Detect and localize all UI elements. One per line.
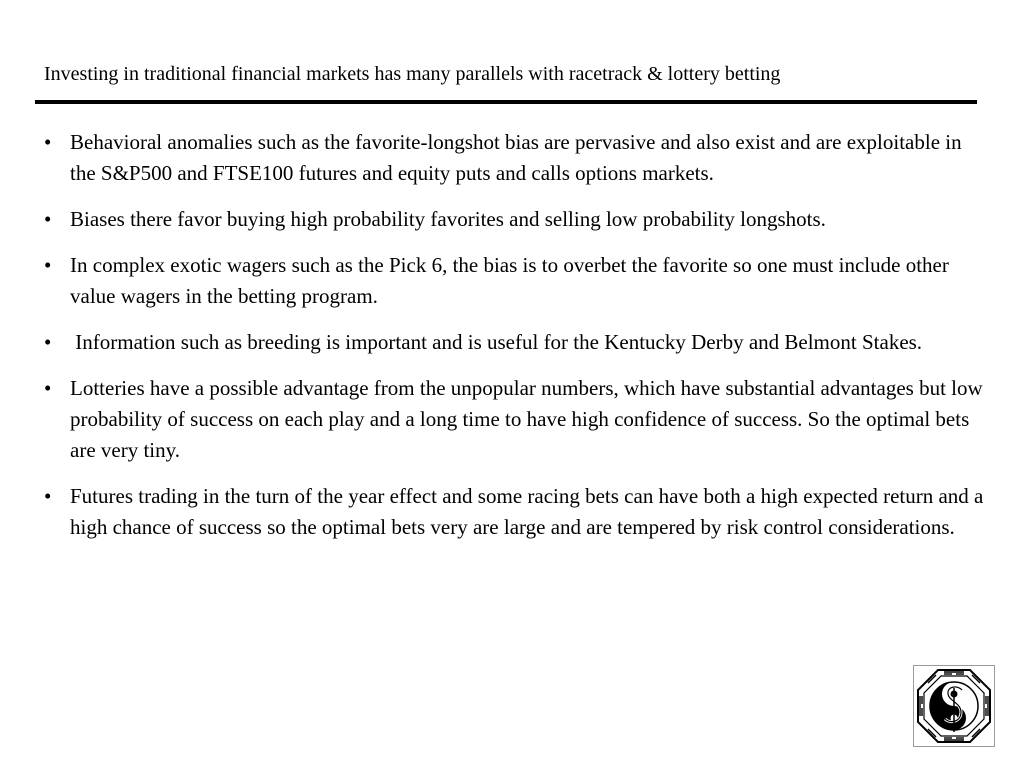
bullet-text: Futures trading in the turn of the year effect and some racing bets can have both a high expected return and a high chance of success so the optimal bets very are large and are tempered by risk control considerations. — [70, 484, 984, 539]
bullet-list — [44, 127, 984, 558]
bullet-marker: • — [44, 253, 52, 277]
octagon-logo-icon — [913, 665, 995, 747]
bullet-marker: • — [44, 376, 52, 400]
bullet-item — [44, 481, 984, 543]
bullet-marker: • — [44, 330, 52, 354]
bullet-marker: • — [44, 484, 52, 508]
bullet-item — [44, 327, 984, 358]
bullet-item — [44, 127, 984, 189]
bullet-text: Information such as breeding is important and is useful for the Kentucky Derby and Belmont Stakes. — [70, 330, 923, 354]
bullet-marker: • — [44, 207, 52, 231]
slide-title: Investing in traditional financial markets has many parallels with racetrack & lottery betting — [44, 63, 781, 85]
bullet-marker: • — [44, 130, 52, 154]
bullet-item — [44, 373, 984, 466]
bullet-item — [44, 250, 984, 312]
title-divider — [35, 100, 977, 104]
bullet-text: Biases there favor buying high probability favorites and selling low probability longshots. — [70, 207, 826, 231]
bullet-item — [44, 204, 984, 235]
octagon-logo-graphic — [914, 666, 994, 746]
bullet-text: Behavioral anomalies such as the favorite-longshot bias are pervasive and also exist and are exploitable in the S&P500 and FTSE100 futures and equity puts and calls options markets. — [70, 130, 962, 185]
bullet-text: In complex exotic wagers such as the Pick 6, the bias is to overbet the favorite so one must include other value wagers in the betting program. — [70, 253, 949, 308]
bullet-text: Lotteries have a possible advantage from the unpopular numbers, which have substantial advantages but low probability of success on each play and a long time to have high confidence of success. So the optimal bets are very tiny. — [70, 376, 983, 462]
